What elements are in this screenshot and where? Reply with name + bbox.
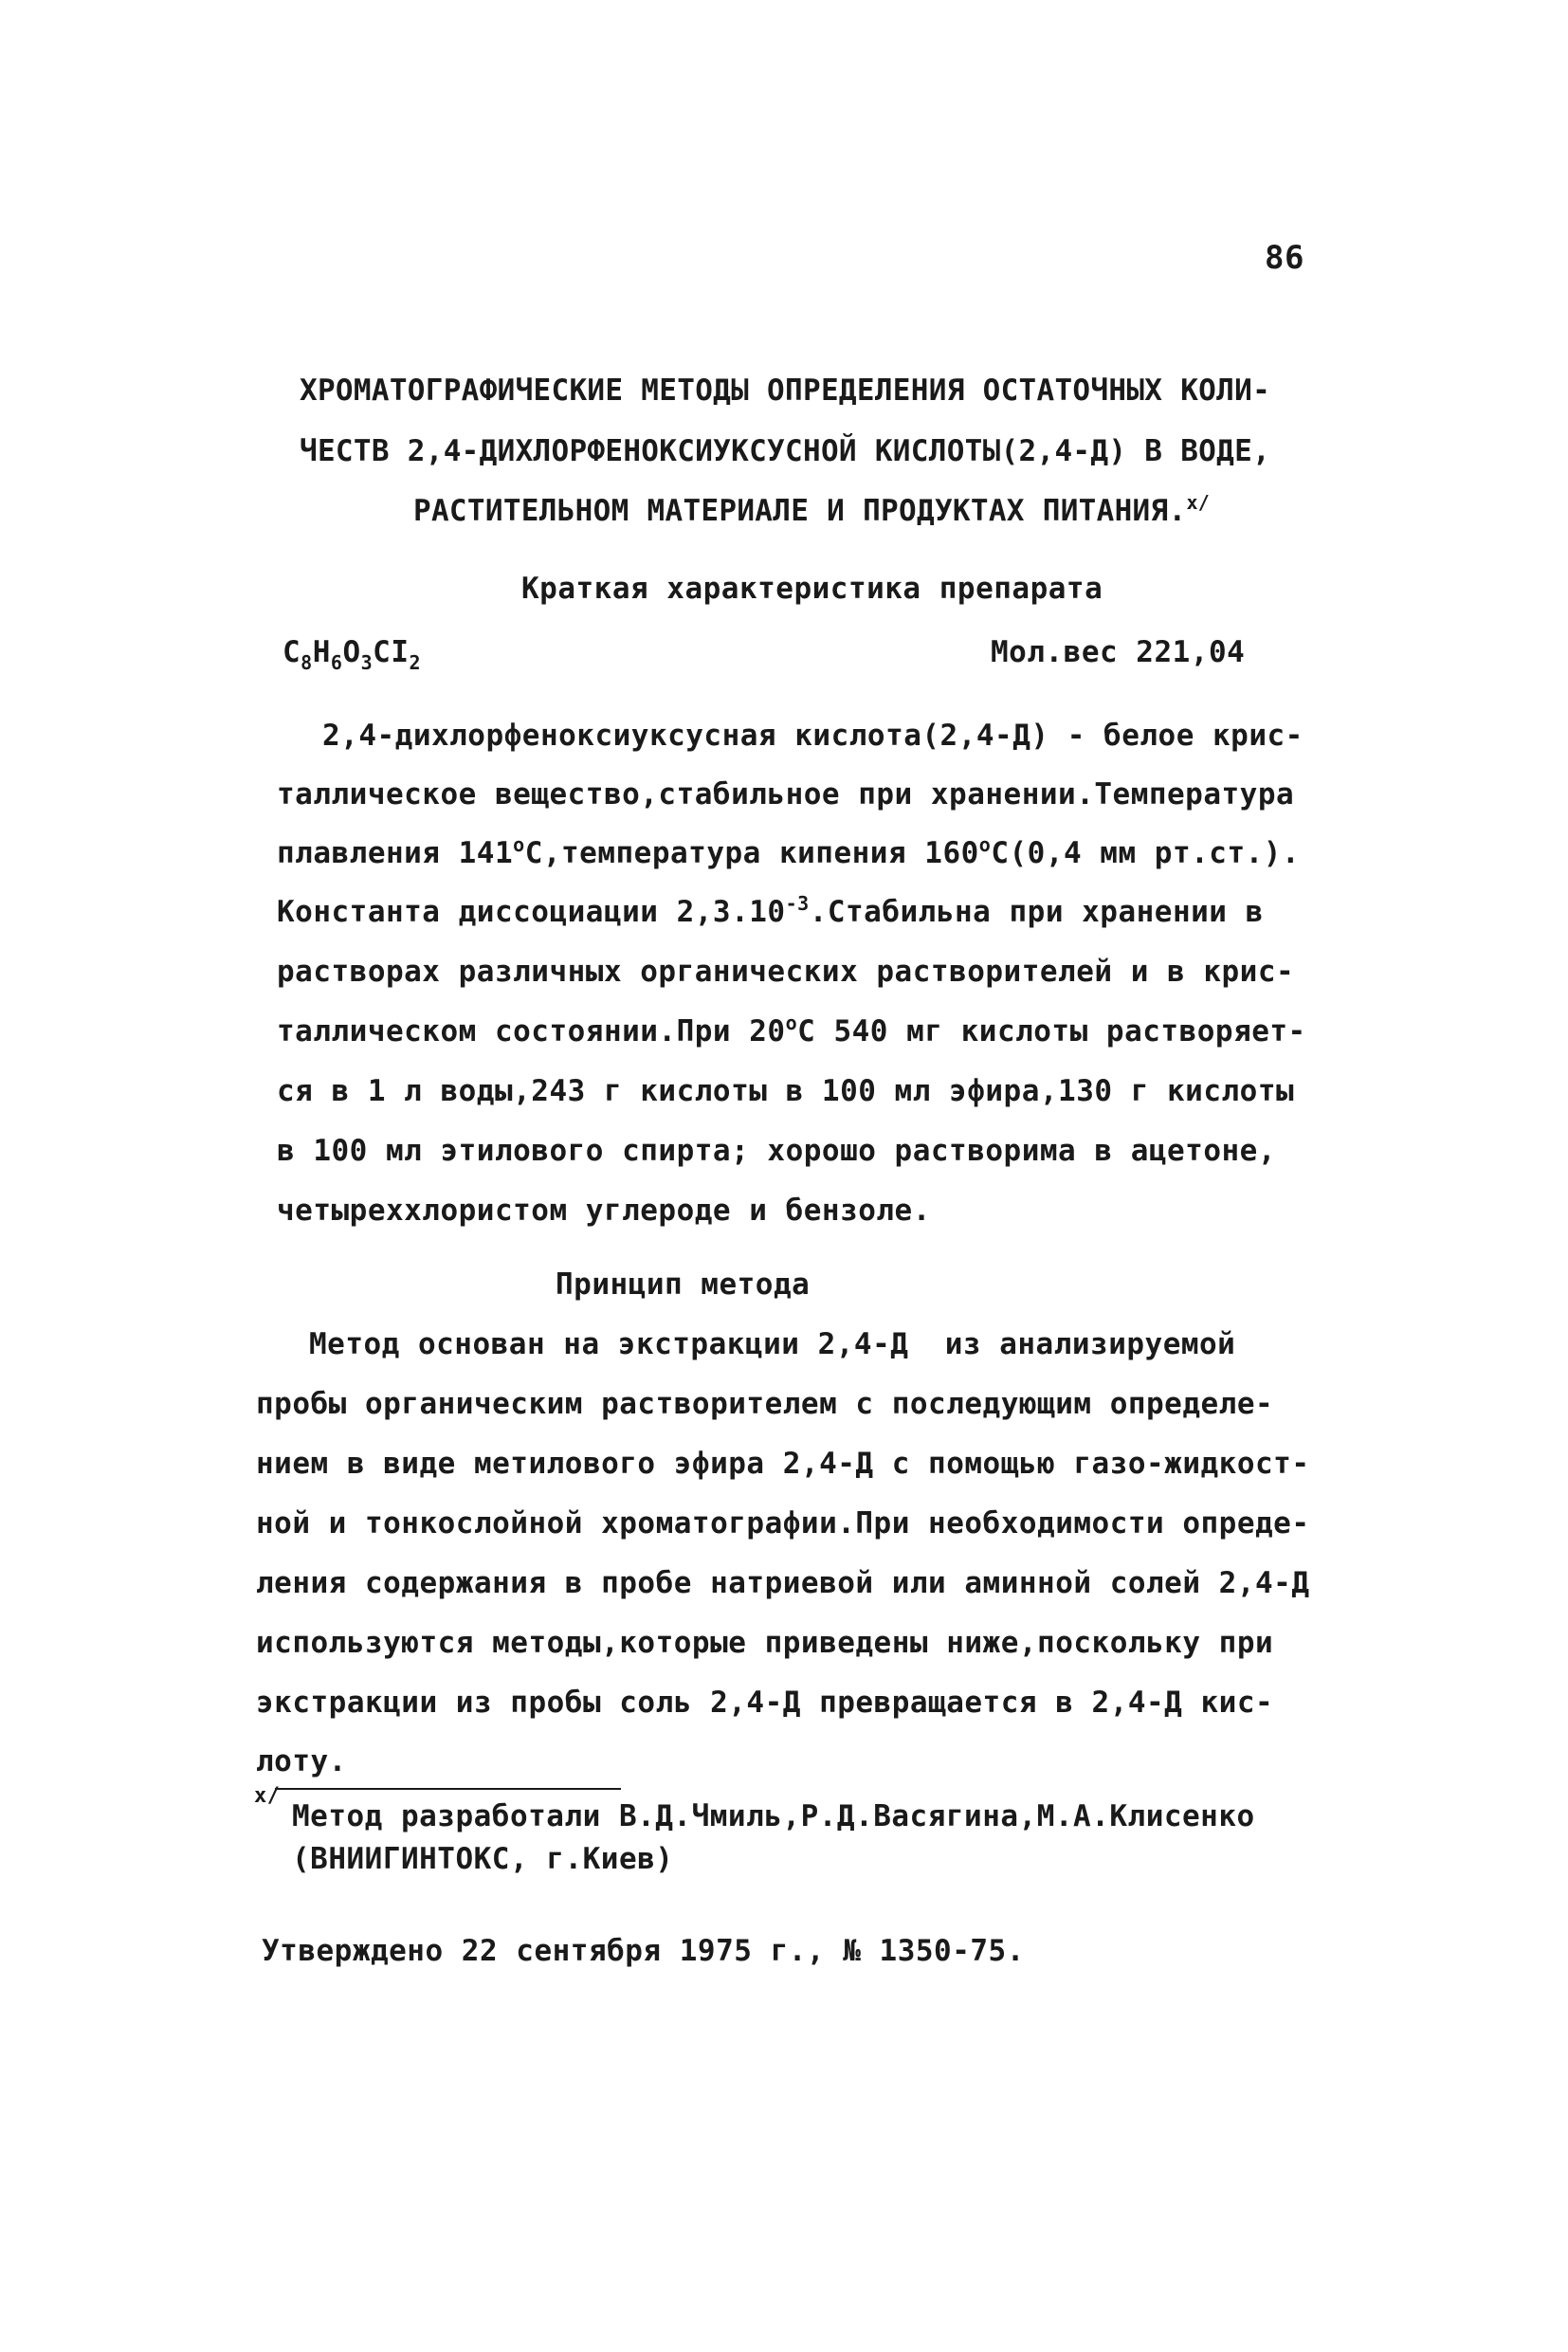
principle-line-6: используются методы,которые приведены ниже,поскольку при <box>256 1626 1274 1660</box>
characteristics-line-5: растворах различных органических растворителей и в крис- <box>277 955 1295 989</box>
title-line-1: ХРОМАТОГРАФИЧЕСКИЕ МЕТОДЫ ОПРЕДЕЛЕНИЯ ОСТАТОЧНЫХ КОЛИ- <box>300 374 1271 408</box>
formula-subscript: 3 <box>360 651 374 674</box>
approval-note: Утверждено 22 сентября 1975 г., № 1350-75. <box>262 1934 1025 1968</box>
characteristics-line-1: 2,4-дихлорфеноксиуксусная кислота(2,4-Д) - белое крис- <box>322 719 1304 753</box>
characteristics-line-3 <box>277 833 1301 870</box>
title-line-3-text: РАСТИТЕЛЬНОМ МАТЕРИАЛЕ И ПРОДУКТАХ ПИТАНИЯ. <box>413 494 1187 528</box>
text-run: С,температура кипения 160 <box>524 836 979 870</box>
molecular-weight: Мол.вес 221,04 <box>991 635 1246 669</box>
text-run: .Стабильна при хранении в <box>809 895 1264 929</box>
exponent: -3 <box>785 892 810 915</box>
principle-line-2: пробы органическим растворителем с последующим определе- <box>256 1387 1274 1421</box>
text-run: плавления 141 <box>277 836 514 870</box>
formula-subscript: 6 <box>330 651 343 674</box>
formula-element: C <box>283 635 301 669</box>
principle-line-3: нием в виде метилового эфира 2,4-Д с помощью газо-жидкост- <box>256 1447 1310 1481</box>
text-run: таллическом состоянии.При 20 <box>277 1014 786 1048</box>
text-run: Константа диссоциации 2,3.10 <box>277 895 786 929</box>
characteristics-line-4 <box>277 892 1264 929</box>
footnote-line-2: (ВНИИГИНТОКС, г.Киев) <box>292 1842 674 1876</box>
formula-element: H <box>312 635 331 669</box>
principle-line-1: Метод основан на экстракции 2,4-Д из анализируемой <box>309 1327 1236 1361</box>
degree-sign: o <box>513 833 525 856</box>
principle-line-5: ления содержания в пробе натриевой или аминной солей 2,4-Д <box>256 1566 1310 1600</box>
characteristics-line-6 <box>277 1014 1306 1048</box>
page-number: 86 <box>1265 239 1304 277</box>
formula-element: CI <box>373 635 410 669</box>
principle-line-4: ной и тонкослойной хроматографии.При необходимости опреде- <box>256 1506 1310 1541</box>
characteristics-line-8: в 100 мл этилового спирта; хорошо растворима в ацетоне, <box>277 1134 1276 1168</box>
text-run: С 540 мг кислоты растворяет- <box>797 1014 1306 1048</box>
text-run: С(0,4 мм рт.ст.). <box>991 836 1301 870</box>
formula-subscript: 2 <box>409 651 422 674</box>
section-heading-characteristics: Краткая характеристика препарата <box>521 572 1103 606</box>
principle-line-8: лоту. <box>256 1744 347 1778</box>
chemical-formula <box>283 635 422 674</box>
footnote-line-1: Метод разработали В.Д.Чмиль,Р.Д.Васягина,М.А.Клисенко <box>292 1799 1255 1833</box>
characteristics-line-9: четыреххлористом углероде и бензоле. <box>277 1194 931 1228</box>
degree-sign: o <box>978 833 992 856</box>
degree-sign: o <box>785 1012 798 1034</box>
formula-element: O <box>342 635 361 669</box>
section-heading-principle: Принцип метода <box>556 1267 811 1302</box>
footnote-divider <box>275 1788 621 1790</box>
characteristics-line-2: таллическое вещество,стабильное при хранении.Температура <box>277 777 1295 811</box>
characteristics-line-7: ся в 1 л воды,243 г кислоты в 100 мл эфира,130 г кислоты <box>277 1074 1295 1108</box>
title-line-3 <box>413 491 1211 528</box>
footnote-marker: х/ <box>254 1784 281 1808</box>
principle-line-7: экстракции из пробы соль 2,4-Д превращается в 2,4-Д кис- <box>256 1686 1274 1720</box>
formula-subscript: 8 <box>301 651 313 674</box>
title-line-2: ЧЕСТВ 2,4-ДИХЛОРФЕНОКСИУКСУСНОЙ КИСЛОТЫ(2,4-Д) В ВОДЕ, <box>300 434 1271 468</box>
title-footnote-marker: х/ <box>1186 491 1211 514</box>
